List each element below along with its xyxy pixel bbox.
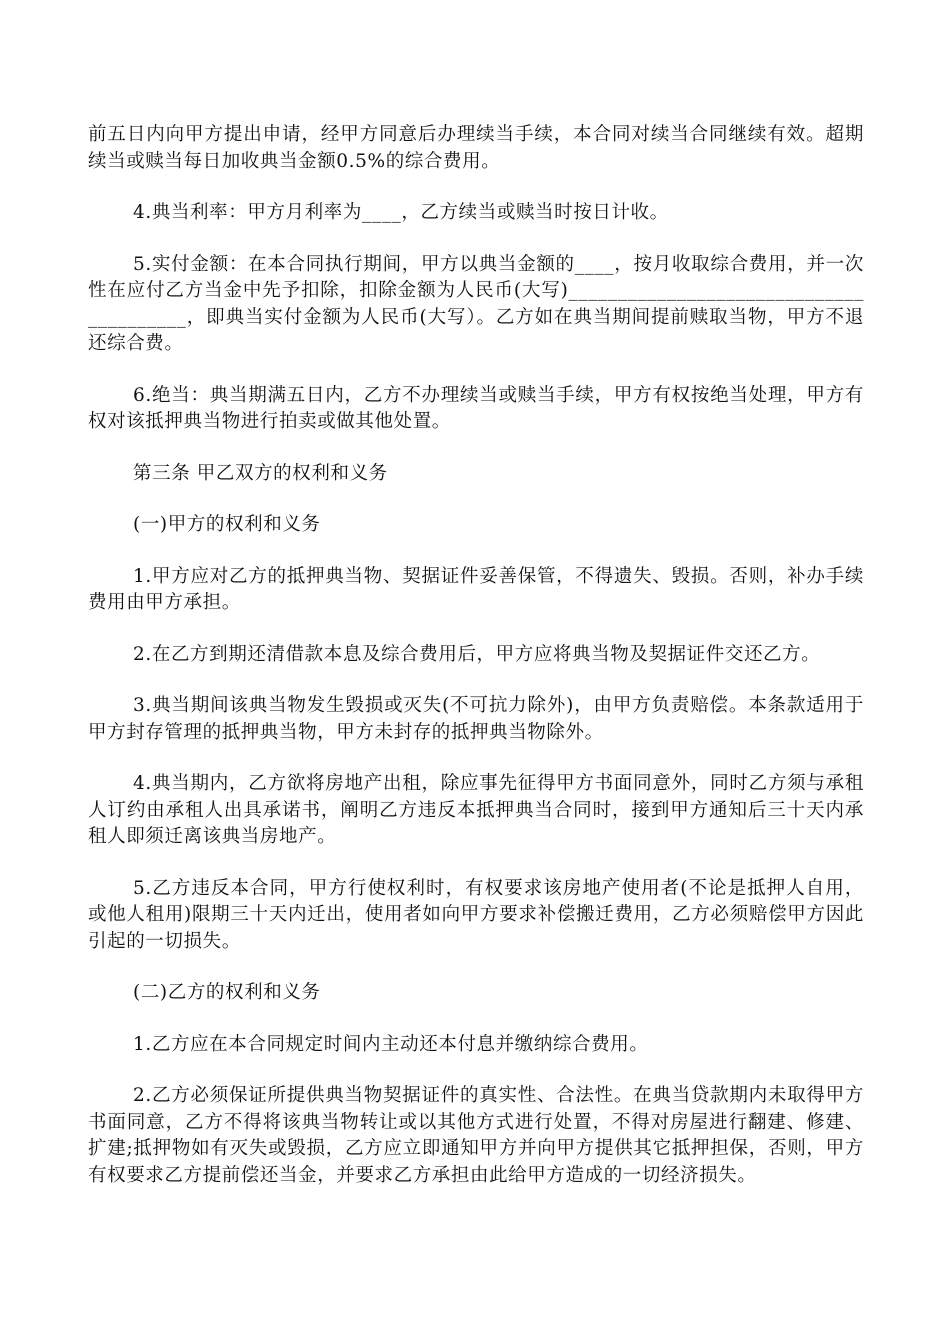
paragraph-a-item-3: 3.典当期间该典当物发生毁损或灭失(不可抗力除外)，由甲方负责赔偿。本条款适用于甲方封存管理的抵押典当物，甲方未封存的抵押典当物除外。 bbox=[88, 695, 864, 743]
paragraph-b-item-2: 2.乙方必须保证所提供典当物契据证件的真实性、合法性。在典当贷款期内未取得甲方书面同意，乙方不得将该典当物转让或以其他方式进行处置，不得对房屋进行翻建、修建、扩建;抵押物如有灭失或毁损，乙方应立即通知甲方并向甲方提供其它抵押担保，否则，甲方有权要求乙方提前偿还当金，并要求乙方承担由此给甲方造成的一切经济损失。 bbox=[88, 1085, 864, 1186]
paragraph-b-item-1: 1.乙方应在本合同规定时间内主动还本付息并缴纳综合费用。 bbox=[133, 1033, 649, 1055]
paragraph-actual-payment: 5.实付金额：在本合同执行期间，甲方以典当金额的____，按月收取综合费用，并一次性在应付乙方当金中先予扣除，扣除金额为人民币(大写)________________________________________，即典当实付金额为人民币(大写）。乙方如在典当期间提前赎取当物，甲方不退还综合费。 bbox=[88, 253, 864, 354]
paragraph-forfeiture: 6.绝当：典当期满五日内，乙方不办理续当或赎当手续，甲方有权按绝当处理，甲方有权对该抵押典当物进行拍卖或做其他处置。 bbox=[88, 384, 864, 432]
document-page bbox=[88, 122, 864, 1214]
paragraph-a-item-5: 5.乙方违反本合同，甲方行使权利时，有权要求该房地产使用者(不论是抵押人自用，或他人租用)限期三十天内迁出，使用者如向甲方要求补偿搬迁费用，乙方必须赔偿甲方因此引起的一切损失。 bbox=[88, 877, 864, 952]
subsection-heading-party-b: (二)乙方的权利和义务 bbox=[133, 982, 321, 1003]
paragraph-a-item-4: 4.典当期内，乙方欲将房地产出租，除应事先征得甲方书面同意外，同时乙方须与承租人订约由承租人出具承诺书，阐明乙方违反本抵押典当合同时，接到甲方通知后三十天内承租人即须迁离该典当房地产。 bbox=[88, 773, 864, 847]
subsection-heading-party-a: (一)甲方的权利和义务 bbox=[133, 514, 321, 535]
paragraph-a-item-2: 2.在乙方到期还清借款本息及综合费用后，甲方应将典当物及契据证件交还乙方。 bbox=[133, 643, 821, 665]
paragraph-a-item-1: 1.甲方应对乙方的抵押典当物、契据证件妥善保管，不得遗失、毁损。否则，补办手续费用由甲方承担。 bbox=[88, 565, 864, 613]
paragraph-continuation: 前五日内向甲方提出申请，经甲方同意后办理续当手续，本合同对续当合同继续有效。超期续当或赎当每日加收典当金额0.5%的综合费用。 bbox=[88, 124, 864, 172]
section-heading-article-3: 第三条 甲乙双方的权利和义务 bbox=[133, 462, 388, 484]
paragraph-interest-rate: 4.典当利率：甲方月利率为____，乙方续当或赎当时按日计收。 bbox=[133, 202, 669, 223]
